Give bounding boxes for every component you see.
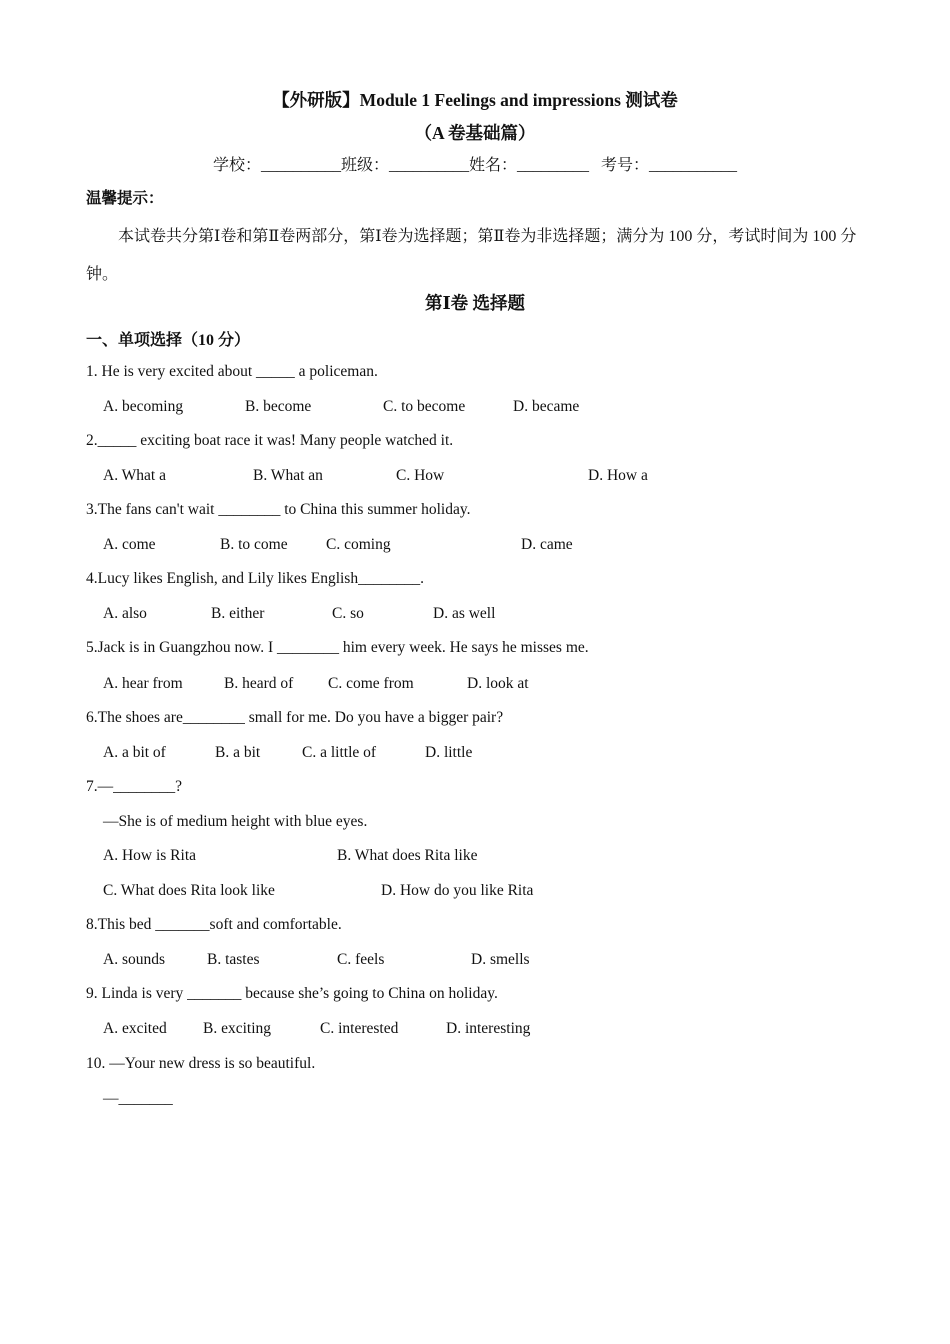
question-stem: 1. He is very excited about _____ a policeman.: [86, 363, 378, 380]
option-d: D. came: [521, 536, 573, 553]
tips-text: 本试卷共分第Ⅰ卷和第Ⅱ卷两部分，第Ⅰ卷为选择题；第Ⅱ卷为非选择题；满分为 100 分，考试时间为 100 分钟。: [86, 228, 857, 283]
question-dialogue: —_______: [103, 1090, 173, 1107]
question-stem: 6.The shoes are________ small for me. Do you have a bigger pair?: [86, 709, 504, 726]
question-stem: 4.Lucy likes English, and Lily likes English________.: [86, 570, 424, 587]
question-stem: 7.—________?: [86, 778, 183, 795]
option-b: B. exciting: [203, 1020, 272, 1037]
option-a: A. excited: [103, 1020, 167, 1037]
option-c: C. so: [332, 605, 364, 622]
option-c: C. feels: [337, 951, 385, 968]
exam-title: 【外研版】Module 1 Feelings and impressions 测试卷: [272, 90, 678, 110]
question-stem: 8.This bed _______soft and comfortable.: [86, 916, 342, 933]
option-d: D. little: [425, 744, 473, 761]
option-a: A. also: [103, 605, 147, 622]
option-b: B. What does Rita like: [337, 847, 478, 864]
option-a: A. come: [103, 536, 156, 553]
option-b: B. heard of: [224, 675, 294, 692]
tips-label: 温馨提示：: [86, 190, 164, 207]
option-a: A. What a: [103, 467, 166, 484]
option-a: A. How is Rita: [103, 847, 196, 864]
option-d: D. as well: [433, 605, 496, 622]
option-a: A. becoming: [103, 398, 184, 415]
option-c: C. interested: [320, 1020, 399, 1037]
option-d: D. How a: [588, 467, 648, 484]
question-stem: 3.The fans can't wait ________ to China this summer holiday.: [86, 501, 471, 518]
option-a: A. a bit of: [103, 744, 166, 761]
option-c: C. to become: [383, 398, 466, 415]
question-stem: 2._____ exciting boat race it was! Many people watched it.: [86, 432, 454, 449]
option-a: A. sounds: [103, 951, 166, 968]
option-d: D. look at: [467, 675, 529, 692]
option-c: C. come from: [328, 675, 414, 692]
option-b: B. What an: [253, 467, 323, 484]
option-c: C. How: [396, 467, 445, 484]
option-b: B. become: [245, 398, 312, 415]
option-b: B. to come: [220, 536, 288, 553]
question-stem: 5.Jack is in Guangzhou now. I ________ him every week. He says he misses me.: [86, 639, 589, 656]
option-b: B. tastes: [207, 951, 260, 968]
question-stem: 10. —Your new dress is so beautiful.: [86, 1055, 316, 1072]
question-stem: 9. Linda is very _______ because she’s going to China on holiday.: [86, 985, 498, 1002]
option-d: D. How do you like Rita: [381, 882, 534, 899]
question-dialogue: —She is of medium height with blue eyes.: [103, 813, 368, 830]
section-title: 第Ⅰ卷 选择题: [424, 293, 526, 313]
option-c: C. a little of: [302, 744, 377, 761]
option-a: A. hear from: [103, 675, 183, 692]
option-b: B. a bit: [215, 744, 261, 761]
option-c: C. coming: [326, 536, 391, 553]
option-b: B. either: [211, 605, 265, 622]
option-c: C. What does Rita look like: [103, 882, 275, 899]
option-d: D. smells: [471, 951, 530, 968]
student-info-line: 学校：__________班级：__________姓名：_________ 考号：___________: [212, 157, 737, 174]
exam-subtitle: （A 卷基础篇）: [414, 123, 536, 143]
option-d: D. became: [513, 398, 580, 415]
part-title: 一、单项选择（10 分）: [86, 332, 251, 349]
option-d: D. interesting: [446, 1020, 531, 1037]
